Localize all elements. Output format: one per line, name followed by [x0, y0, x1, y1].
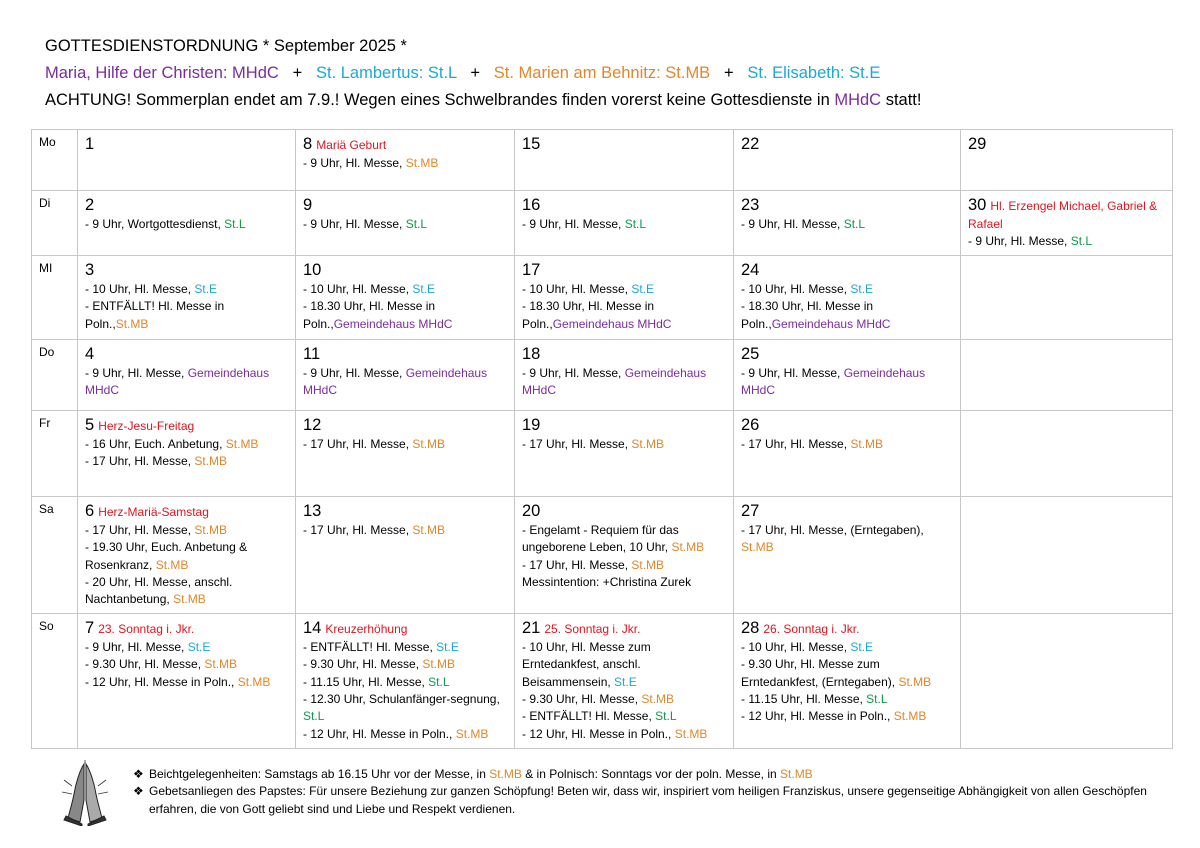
service-location: St.E	[631, 281, 655, 296]
service-text: - 18.30 Uhr, Hl. Messe in Poln.,	[303, 299, 436, 331]
service-location: St.L	[624, 217, 647, 231]
service-entry	[85, 674, 289, 691]
service-location: Gemeindehaus MHdC	[85, 365, 270, 398]
day-number: 8	[303, 135, 313, 153]
footer-notes	[133, 766, 1163, 818]
service-text: - 17 Uhr, Hl. Messe,	[303, 436, 413, 451]
day-number: 17	[522, 260, 541, 279]
day-cell	[734, 130, 961, 191]
day-number: 18	[522, 344, 541, 363]
day-cell	[961, 255, 1173, 339]
service-text: - 11.15 Uhr, Hl. Messe,	[303, 674, 429, 689]
day-number: 5	[85, 415, 95, 434]
day-cell	[961, 130, 1173, 191]
service-entry	[741, 298, 954, 333]
service-text: - ENTFÄLLT! Hl. Messe in Poln.,	[85, 299, 225, 331]
day-cell	[78, 410, 296, 496]
church-legend	[45, 61, 921, 88]
page-title: GOTTESDIENSTORDNUNG * September 2025 *	[45, 37, 407, 55]
day-number: 22	[741, 135, 760, 153]
day-number: 20	[522, 501, 541, 520]
day-number: 30	[968, 196, 987, 214]
day-number: 10	[303, 260, 322, 279]
service-entry	[522, 281, 727, 298]
service-entry	[522, 691, 727, 708]
service-text: - 9 Uhr, Hl. Messe,	[968, 234, 1071, 249]
header	[45, 34, 921, 115]
weekday-label: Do	[32, 339, 78, 410]
service-location: St.MB	[422, 657, 456, 672]
day-cell	[296, 339, 515, 410]
service-entry	[85, 216, 289, 233]
service-text: - 20 Uhr, Hl. Messe, anschl. Nachtanbetung,	[85, 575, 233, 607]
service-entry	[522, 708, 727, 725]
service-text: - 9 Uhr, Hl. Messe,	[85, 639, 188, 654]
service-location: St.MB	[194, 522, 228, 537]
service-text: - 19.30 Uhr, Euch. Anbetung & Rosenkranz,	[85, 540, 248, 572]
service-text: - 12 Uhr, Hl. Messe in Poln.,	[303, 726, 456, 741]
service-location: St.E	[850, 281, 874, 296]
service-text: - 9 Uhr, Hl. Messe,	[522, 365, 625, 380]
day-cell	[515, 410, 734, 496]
service-location: St.L	[843, 217, 866, 231]
calendar-row	[32, 496, 1173, 613]
service-entry	[85, 453, 289, 470]
notice	[45, 88, 921, 115]
praying-hands-icon	[62, 760, 108, 826]
weekday-label: So	[32, 613, 78, 748]
day-number: 2	[85, 196, 95, 214]
service-location: St.MB	[194, 454, 228, 469]
service-text: - 9 Uhr, Hl. Messe,	[303, 365, 406, 380]
service-location: St.MB	[898, 674, 932, 689]
day-number: 12	[303, 415, 322, 434]
service-entry	[522, 298, 727, 333]
service-text: - 9 Uhr, Hl. Messe,	[303, 217, 406, 231]
day-cell	[296, 255, 515, 339]
separator: +	[470, 64, 481, 82]
service-text: - 10 Uhr, Hl. Messe,	[303, 281, 413, 296]
service-text: - 10 Uhr, Hl. Messe,	[741, 281, 851, 296]
service-entry	[741, 708, 954, 725]
service-text: - 10 Uhr, Hl. Messe,	[85, 281, 195, 296]
calendar-row	[32, 191, 1173, 256]
day-cell	[961, 496, 1173, 613]
service-entry	[303, 522, 508, 539]
service-entry	[522, 574, 727, 591]
service-text: - 9.30 Uhr, Hl. Messe,	[85, 657, 205, 672]
service-entry	[303, 656, 508, 673]
service-entry	[85, 298, 289, 333]
day-number: 16	[522, 196, 541, 214]
service-location: St.MB	[155, 557, 189, 572]
service-text: - 10 Uhr, Hl. Messe zum Erntedankfest, anschl. Beisammensein,	[522, 639, 651, 689]
service-entry	[85, 436, 289, 453]
day-cell	[78, 130, 296, 191]
service-text: - 12 Uhr, Hl. Messe in Poln.,	[741, 709, 894, 724]
service-entry	[85, 281, 289, 298]
bullet-icon: ❖	[133, 784, 144, 799]
day-cell	[296, 496, 515, 613]
service-text: - 10 Uhr, Hl. Messe,	[522, 281, 632, 296]
service-text: - 12 Uhr, Hl. Messe in Poln.,	[522, 726, 675, 741]
service-text: - 9 Uhr, Wortgottesdienst,	[85, 217, 225, 231]
church-ste: St. Elisabeth: St.E	[747, 64, 881, 82]
service-location: St.MB	[455, 726, 489, 741]
day-number: 6	[85, 501, 95, 520]
service-location: St.E	[412, 281, 436, 296]
day-cell	[734, 191, 961, 256]
service-entry	[522, 216, 727, 233]
note-text: Beichtgelegenheiten: Samstags ab 16.15 Uhr vor der Messe, in	[149, 767, 490, 781]
day-number: 26	[741, 415, 760, 434]
service-entry	[85, 639, 289, 656]
note-confession	[133, 766, 1163, 783]
day-number: 24	[741, 260, 760, 279]
service-text: - 9.30 Uhr, Hl. Messe zum Erntedankfest, (Erntegaben),	[741, 657, 899, 689]
calendar-row	[32, 613, 1173, 748]
day-number: 25	[741, 344, 760, 363]
service-location: St.MB	[237, 674, 271, 689]
service-entry	[85, 539, 289, 574]
service-text: - 9 Uhr, Hl. Messe,	[303, 156, 406, 170]
service-text: - 12.30 Uhr, Schulanfänger-segnung,	[303, 692, 500, 707]
service-entry	[522, 557, 727, 574]
day-cell	[734, 496, 961, 613]
service-entry	[741, 436, 954, 453]
service-location: St.MB	[641, 692, 675, 707]
service-location: St.MB	[671, 540, 705, 555]
day-cell	[78, 496, 296, 613]
feast-name: Herz-Jesu-Freitag	[98, 418, 195, 433]
separator: +	[292, 64, 303, 82]
church-stmb: St. Marien am Behnitz: St.MB	[493, 64, 711, 82]
service-text: - 17 Uhr, Hl. Messe,	[522, 436, 632, 451]
day-cell	[734, 410, 961, 496]
day-cell	[515, 613, 734, 748]
day-cell	[961, 339, 1173, 410]
day-number: 11	[303, 344, 321, 363]
service-entry	[303, 298, 508, 333]
service-entry	[303, 726, 508, 743]
service-location: St.MB	[741, 540, 774, 555]
service-entry	[522, 365, 727, 400]
day-cell	[296, 191, 515, 256]
service-text: - 16 Uhr, Euch. Anbetung,	[85, 436, 226, 451]
service-location: St.E	[614, 674, 637, 689]
day-cell	[515, 130, 734, 191]
service-location: Gemeindehaus MHdC	[303, 365, 488, 398]
bullet-icon: ❖	[133, 767, 144, 781]
day-cell	[734, 255, 961, 339]
service-text: - 9 Uhr, Hl. Messe,	[741, 217, 844, 231]
day-number: 9	[303, 196, 313, 214]
calendar-row	[32, 339, 1173, 410]
service-text: - 17 Uhr, Hl. Messe, (Erntegaben),	[741, 522, 924, 537]
day-cell	[734, 613, 961, 748]
day-cell	[961, 613, 1173, 748]
service-location: St.E	[850, 639, 874, 654]
day-cell	[515, 339, 734, 410]
note-text: & in Polnisch: Sonntags vor der poln. Messe, in	[521, 767, 781, 781]
service-text: - 9 Uhr, Hl. Messe,	[522, 217, 625, 231]
day-number: 23	[741, 196, 760, 214]
weekday-label: Mo	[32, 130, 78, 191]
day-number: 1	[85, 135, 95, 153]
day-number: 28	[741, 618, 760, 637]
service-entry	[303, 691, 508, 726]
day-cell	[296, 130, 515, 191]
service-text: - 9.30 Uhr, Hl. Messe,	[522, 692, 642, 707]
service-location: St.MB	[674, 726, 708, 741]
service-location: St.MB	[405, 156, 439, 170]
day-cell	[734, 339, 961, 410]
calendar-row	[32, 130, 1173, 191]
service-entry	[303, 639, 508, 656]
weekday-label: Sa	[32, 496, 78, 613]
service-location: Gemeindehaus MHdC	[333, 316, 453, 331]
service-location: St.E	[187, 639, 211, 654]
calendar-row	[32, 255, 1173, 339]
service-text: - Engelamt - Requiem für das ungeborene Leben, 10 Uhr,	[522, 522, 679, 555]
day-cell	[961, 410, 1173, 496]
separator: +	[723, 64, 734, 82]
day-cell	[78, 255, 296, 339]
service-location: Gemeindehaus MHdC	[552, 316, 672, 331]
service-text: - 9 Uhr, Hl. Messe,	[741, 365, 844, 380]
feast-name: Kreuzerhöhung	[325, 621, 408, 636]
feast-name: 25. Sonntag i. Jkr.	[544, 621, 641, 636]
service-location: St.L	[303, 709, 325, 724]
day-number: 3	[85, 260, 95, 279]
feast-name: Hl. Erzengel Michael, Gabriel & Rafael	[968, 199, 1158, 231]
service-text: - 18.30 Uhr, Hl. Messe in Poln.,	[741, 299, 874, 331]
service-entry	[85, 522, 289, 539]
service-text: - ENTFÄLLT! Hl. Messe,	[522, 709, 656, 724]
service-location: St.MB	[412, 522, 446, 537]
notice-highlight: MHdC	[834, 91, 882, 109]
service-location: St.E	[436, 639, 459, 654]
day-cell	[78, 191, 296, 256]
day-number: 19	[522, 415, 541, 434]
day-cell	[515, 191, 734, 256]
service-entry	[968, 233, 1166, 250]
service-entry	[741, 656, 954, 691]
weekday-label: Di	[32, 191, 78, 256]
service-text: - 9.30 Uhr, Hl. Messe,	[303, 657, 423, 672]
day-number: 4	[85, 344, 95, 363]
service-text: - 17 Uhr, Hl. Messe,	[522, 557, 632, 572]
service-location: St.L	[866, 692, 888, 707]
service-text: - 17 Uhr, Hl. Messe,	[303, 522, 413, 537]
service-location: St.MB	[893, 709, 927, 724]
note-place: St.MB	[489, 767, 522, 781]
day-number: 7	[85, 618, 95, 637]
service-entry	[741, 522, 954, 557]
service-entry	[741, 216, 954, 233]
service-entry	[85, 365, 289, 400]
day-cell	[296, 410, 515, 496]
service-entry	[303, 436, 508, 453]
service-entry	[522, 522, 727, 557]
note-text: Gebetsanliegen des Papstes: Für unsere Beziehung zur ganzen Schöpfung! Beten wir, dass wir, inspiriert vom heiligen Franziskus, unsere gegenseitige Abhängigkeit von allen Geschöpfen erfahren, die von Gott geliebt sind und Liebe und Respekt verdienen.	[149, 784, 1147, 816]
service-text: - 12 Uhr, Hl. Messe in Poln.,	[85, 674, 238, 689]
service-text: Messintention: +Christina Zurek	[522, 575, 692, 590]
notice-text-end: statt!	[881, 91, 922, 109]
service-entry	[85, 574, 289, 609]
service-text: - 10 Uhr, Hl. Messe,	[741, 639, 851, 654]
service-entry	[303, 216, 508, 233]
day-cell	[78, 613, 296, 748]
service-location: St.L	[655, 709, 677, 724]
service-text: - 11.15 Uhr, Hl. Messe,	[741, 692, 867, 707]
service-location: St.MB	[631, 557, 665, 572]
service-location: St.MB	[850, 436, 884, 451]
feast-name: Mariä Geburt	[316, 138, 387, 152]
church-mhdc: Maria, Hilfe der Christen: MHdC	[45, 64, 279, 82]
day-number: 13	[303, 501, 322, 520]
day-number: 15	[522, 135, 541, 153]
feast-name: Herz-Mariä-Samstag	[98, 504, 209, 519]
service-entry	[303, 365, 508, 400]
feast-name: 26. Sonntag i. Jkr.	[763, 621, 860, 636]
service-entry	[741, 639, 954, 656]
service-location: St.MB	[412, 436, 446, 451]
service-location: St.MB	[204, 657, 238, 672]
note-pope-intention	[133, 783, 1163, 818]
service-text: - 17 Uhr, Hl. Messe,	[85, 522, 195, 537]
day-cell	[78, 339, 296, 410]
day-number: 14	[303, 618, 322, 637]
service-location: St.MB	[631, 436, 665, 451]
day-cell	[515, 496, 734, 613]
service-entry	[85, 656, 289, 673]
service-text: - 17 Uhr, Hl. Messe,	[85, 454, 195, 469]
notice-text: ACHTUNG! Sommerplan endet am 7.9.! Wegen eines Schwelbrandes finden vorerst keine Gottesdienste in	[45, 91, 835, 109]
day-cell	[296, 613, 515, 748]
calendar-table	[31, 129, 1173, 749]
feast-name: 23. Sonntag i. Jkr.	[98, 621, 195, 636]
service-location: Gemeindehaus MHdC	[771, 316, 891, 331]
service-entry	[522, 639, 727, 691]
service-location: St.L	[1070, 234, 1093, 249]
service-entry	[303, 155, 508, 172]
service-entry	[741, 691, 954, 708]
service-entry	[303, 674, 508, 691]
service-entry	[303, 281, 508, 298]
service-text: - 17 Uhr, Hl. Messe,	[741, 436, 851, 451]
service-location: St.E	[194, 281, 218, 296]
service-location: Gemeindehaus MHdC	[741, 365, 926, 398]
day-number: 21	[522, 618, 541, 637]
church-stl: St. Lambertus: St.L	[315, 64, 457, 82]
day-cell	[961, 191, 1173, 256]
service-location: St.L	[428, 674, 450, 689]
service-location: St.L	[224, 217, 246, 231]
weekday-label: MI	[32, 255, 78, 339]
service-entry	[741, 281, 954, 298]
service-text: - ENTFÄLLT! Hl. Messe,	[303, 639, 437, 654]
service-location: St.MB	[173, 592, 206, 607]
service-location: St.MB	[225, 436, 259, 451]
day-number: 29	[968, 135, 987, 153]
note-place: St.MB	[780, 767, 813, 781]
service-entry	[741, 365, 954, 400]
service-entry	[522, 726, 727, 743]
service-text: - 9 Uhr, Hl. Messe,	[85, 365, 188, 380]
day-cell	[515, 255, 734, 339]
service-location: St.L	[405, 217, 428, 231]
service-entry	[522, 436, 727, 453]
calendar-row	[32, 410, 1173, 496]
service-text: - 18.30 Uhr, Hl. Messe in Poln.,	[522, 299, 655, 331]
service-location: Gemeindehaus MHdC	[522, 365, 707, 398]
service-location: St.MB	[115, 316, 149, 331]
weekday-label: Fr	[32, 410, 78, 496]
day-number: 27	[741, 501, 760, 520]
